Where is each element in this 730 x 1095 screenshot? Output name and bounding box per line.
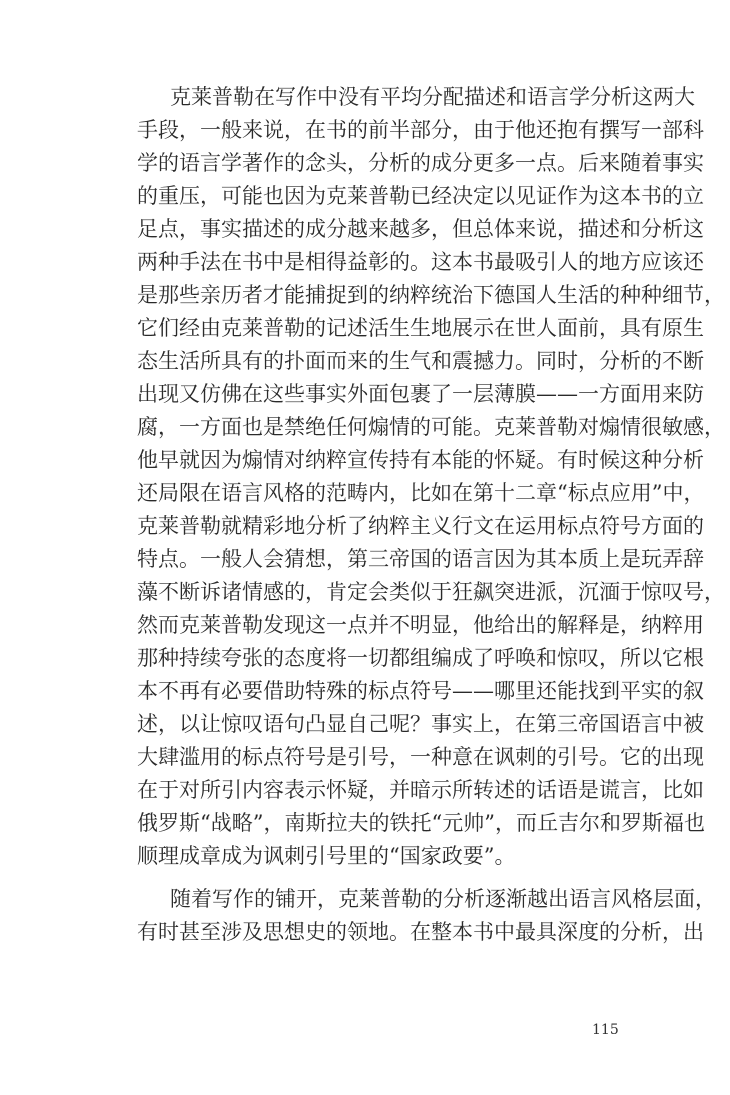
text-line: 它们经由克莱普勒的记述活生生地展示在世人面前，具有原生	[137, 316, 704, 340]
text-line: 两种手法在书中是相得益彰的。这本书最吸引人的地方应该还	[137, 250, 704, 274]
text-line: 有时甚至涉及思想史的领地。在整本书中最具深度的分析，出	[137, 920, 704, 944]
text-line: 克莱普勒就精彩地分析了纳粹主义行文在运用标点符号方面的	[137, 514, 704, 538]
text-line: 是那些亲历者才能捕捉到的纳粹统治下德国人生活的种种细节，	[137, 283, 725, 307]
text-line: 藻不断诉诸情感的，肯定会类似于狂飙突进派，沉湎于惊叹号，	[137, 580, 725, 604]
text-line: 特点。一般人会猜想，第三帝国的语言因为其本质上是玩弄辞	[137, 547, 704, 571]
text-line: 手段，一般来说，在书的前半部分，由于他还抱有撰写一部科	[137, 118, 704, 142]
text-line: 腐，一方面也是禁绝任何煽情的可能。克莱普勒对煽情很敏感，	[137, 415, 725, 439]
text-line: 态生活所具有的扑面而来的生气和震撼力。同时，分析的不断	[137, 349, 704, 373]
text-line: 随着写作的铺开，克莱普勒的分析逐渐越出语言风格层面，	[170, 887, 716, 911]
text-line: 学的语言学著作的念头，分析的成分更多一点。后来随着事实	[137, 151, 704, 175]
text-line: 大肆滥用的标点符号是引号，一种意在讽刺的引号。它的出现	[137, 745, 704, 769]
text-line: 本不再有必要借助特殊的标点符号——哪里还能找到平实的叙	[137, 679, 704, 703]
text-line: 俄罗斯“战略”，南斯拉夫的铁托“元帅”，而丘吉尔和罗斯福也	[137, 811, 705, 835]
text-line: 那种持续夸张的态度将一切都组编成了呼唤和惊叹，所以它根	[137, 646, 704, 670]
text-line: 克莱普勒在写作中没有平均分配描述和语言学分析这两大	[170, 85, 695, 109]
text-line: 顺理成章成为讽刺引号里的“国家政要”。	[137, 844, 516, 868]
page-number: 115	[592, 1022, 619, 1038]
text-line: 足点，事实描述的成分越来越多，但总体来说，描述和分析这	[137, 217, 704, 241]
text-line: 然而克莱普勒发现这一点并不明显，他给出的解释是，纳粹用	[137, 613, 704, 637]
text-line: 述，以让惊叹语句凸显自己呢？事实上，在第三帝国语言中被	[137, 712, 704, 736]
text-line: 在于对所引内容表示怀疑，并暗示所转述的话语是谎言，比如	[137, 778, 704, 802]
text-line: 出现又仿佛在这些事实外面包裹了一层薄膜——一方面用来防	[137, 382, 704, 406]
text-line: 他早就因为煽情对纳粹宣传持有本能的怀疑。有时候这种分析	[137, 448, 704, 472]
text-line: 还局限在语言风格的范畴内，比如在第十二章“标点应用”中，	[137, 481, 705, 505]
text-line: 的重压，可能也因为克莱普勒已经决定以见证作为这本书的立	[137, 184, 704, 208]
